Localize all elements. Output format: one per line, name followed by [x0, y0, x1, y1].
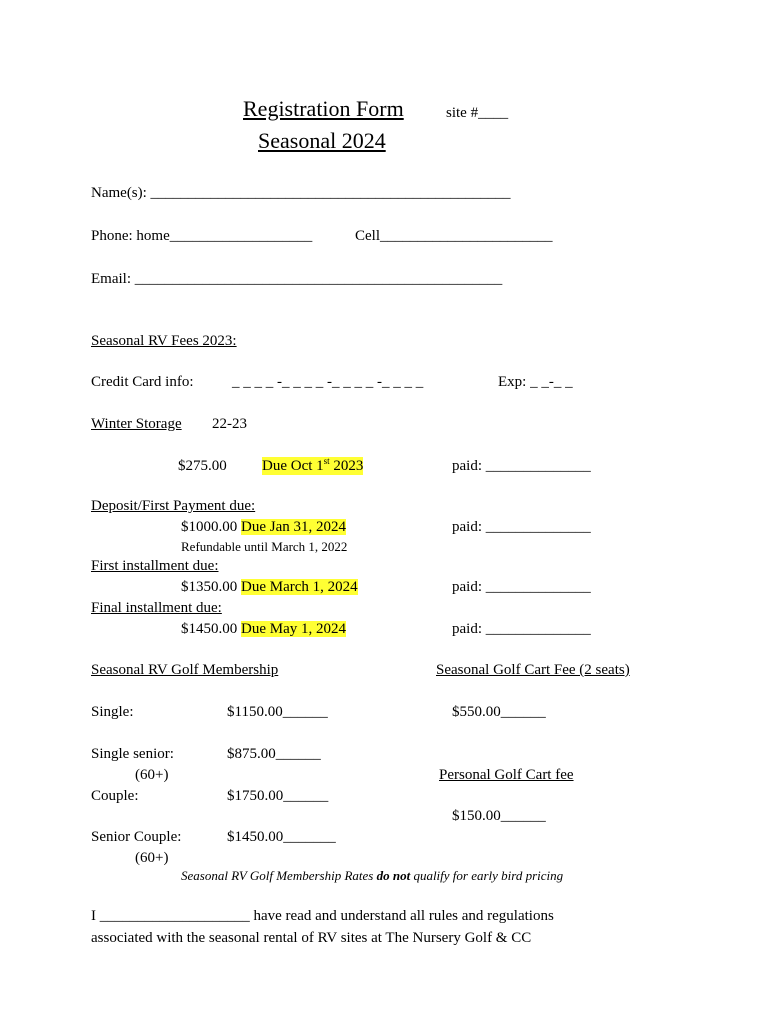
names-field[interactable]: Name(s): ________________________________________________: [91, 185, 511, 201]
couple-price-field[interactable]: $1750.00______: [227, 788, 329, 804]
deposit-paid-field[interactable]: paid: ______________: [452, 519, 591, 535]
winter-storage-years: 22-23: [212, 416, 247, 432]
phone-home-field[interactable]: Phone: home___________________: [91, 228, 313, 244]
winter-paid-field[interactable]: paid: ______________: [452, 458, 591, 474]
final-installment-heading: Final installment due:: [91, 600, 222, 616]
senior-couple-age: (60+): [135, 850, 169, 866]
agreement-line-1[interactable]: I ____________________ have read and understand all rules and regulations: [91, 908, 554, 924]
single-senior-price-field[interactable]: $875.00______: [227, 746, 321, 762]
first-paid-field[interactable]: paid: ______________: [452, 579, 591, 595]
email-field[interactable]: Email: _________________________________________________: [91, 271, 503, 287]
winter-storage-amount: $275.00: [178, 458, 227, 474]
golf-cart-heading: Seasonal Golf Cart Fee (2 seats): [436, 662, 630, 678]
winter-storage-due: Due Oct 1st 2023: [262, 456, 364, 474]
single-senior-age: (60+): [135, 767, 169, 783]
deposit-due: Due Jan 31, 2024: [241, 519, 346, 535]
first-installment-line: $1350.00 Due March 1, 2024: [181, 579, 358, 595]
phone-cell-field[interactable]: Cell_______________________: [355, 228, 553, 244]
single-price-field[interactable]: $1150.00______: [227, 704, 328, 720]
personal-cart-price-field[interactable]: $150.00______: [452, 808, 546, 824]
deposit-heading: Deposit/First Payment due:: [91, 498, 256, 514]
site-number-field[interactable]: site #____: [446, 105, 509, 121]
single-label: Single:: [91, 704, 134, 720]
final-installment-line: $1450.00 Due May 1, 2024: [181, 621, 346, 637]
fees-heading: Seasonal RV Fees 2023:: [91, 333, 237, 349]
first-installment-heading: First installment due:: [91, 558, 219, 574]
final-installment-due: Due May 1, 2024: [241, 621, 346, 637]
senior-couple-price-field[interactable]: $1450.00_______: [227, 829, 336, 845]
couple-label: Couple:: [91, 788, 139, 804]
senior-couple-label: Senior Couple:: [91, 829, 182, 845]
credit-card-field[interactable]: _ _ _ _ -_ _ _ _ -_ _ _ _ -_ _ _ _: [232, 374, 424, 390]
deposit-line: $1000.00 Due Jan 31, 2024: [181, 519, 346, 535]
golf-cart-price-field[interactable]: $550.00______: [452, 704, 546, 720]
credit-card-label: Credit Card info:: [91, 374, 194, 390]
winter-storage-label: Winter Storage: [91, 416, 182, 432]
final-paid-field[interactable]: paid: ______________: [452, 621, 591, 637]
agreement-line-2: associated with the seasonal rental of RV sites at The Nursery Golf & CC: [91, 930, 532, 946]
single-senior-label: Single senior:: [91, 746, 174, 762]
form-subtitle: Seasonal 2024: [258, 128, 386, 153]
first-installment-due: Due March 1, 2024: [241, 579, 358, 595]
golf-membership-heading: Seasonal RV Golf Membership: [91, 662, 279, 678]
expiry-field[interactable]: Exp: _ _-_ _: [498, 374, 573, 390]
refundable-note: Refundable until March 1, 2022: [181, 539, 348, 554]
golf-rates-note: Seasonal RV Golf Membership Rates do not qualify for early bird pricing: [181, 868, 564, 883]
form-title: Registration Form: [243, 96, 404, 121]
personal-cart-heading: Personal Golf Cart fee: [439, 767, 574, 783]
